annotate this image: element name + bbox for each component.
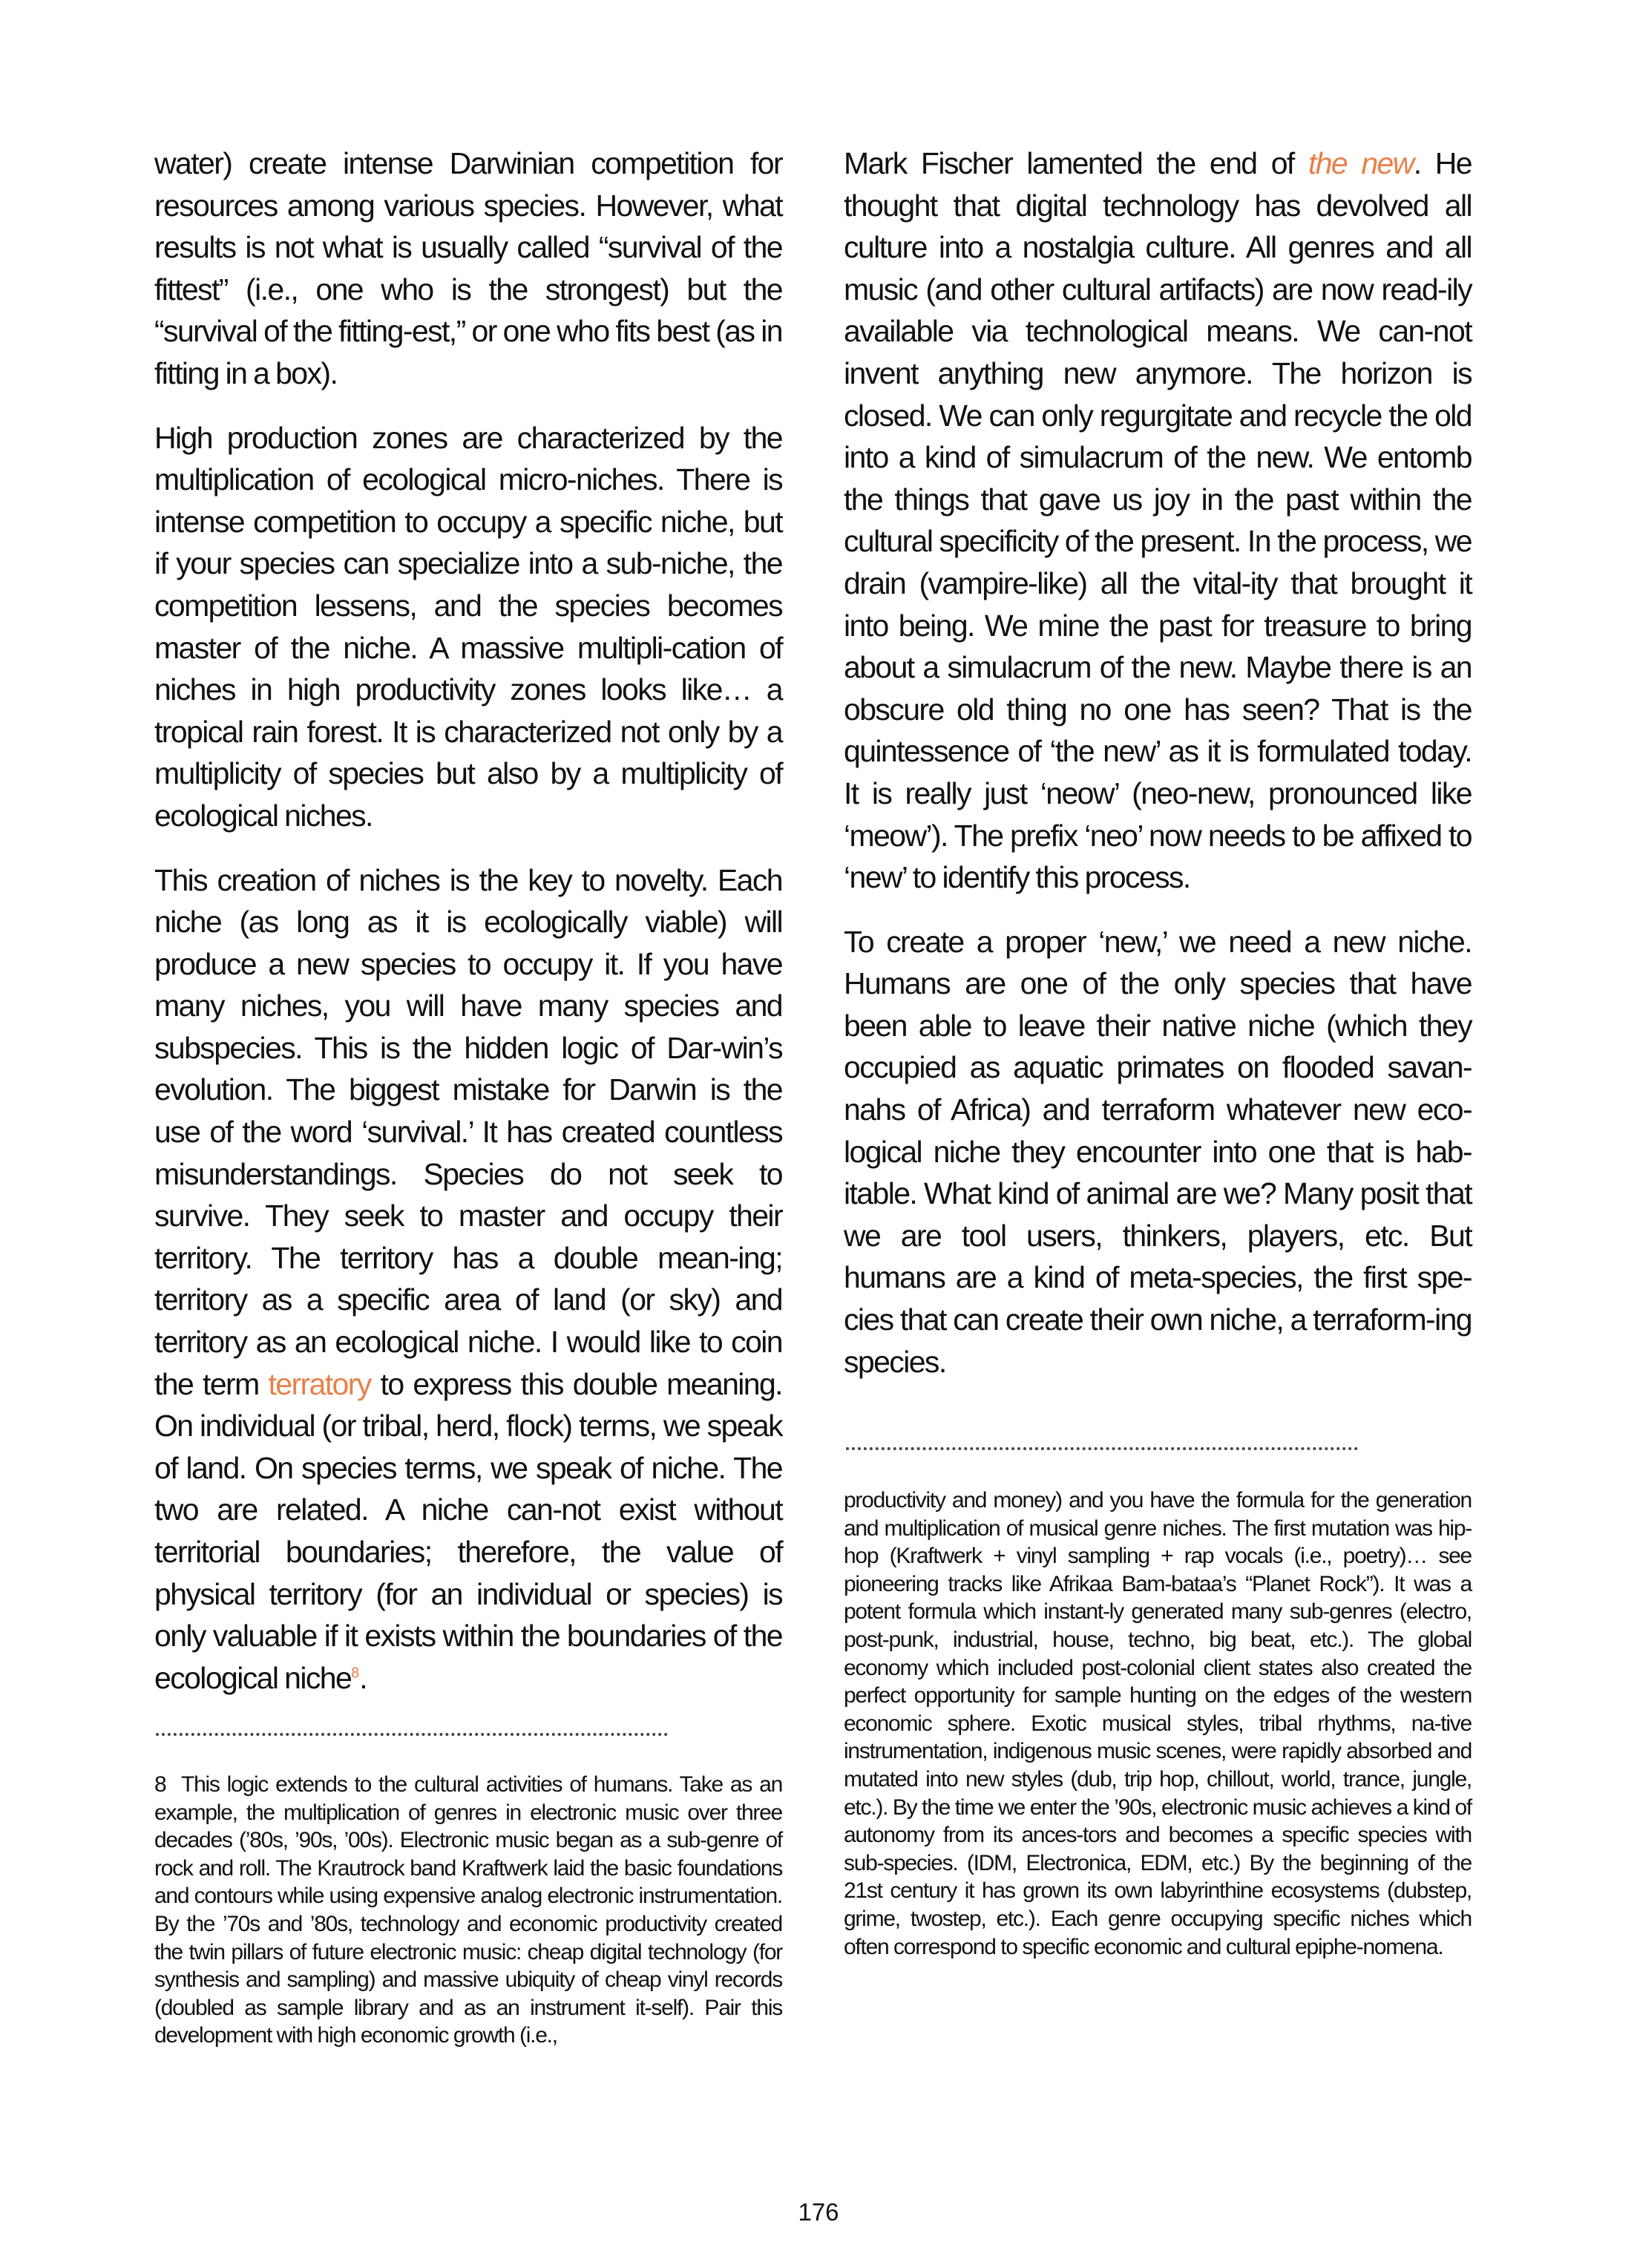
body-text: Mark Fischer lamented the end of	[844, 146, 1308, 180]
highlight-term-the-new: the new	[1308, 146, 1414, 180]
body-paragraph: To create a proper ‘new,’ we need a new niche. Humans are one of the only species that have been able to leave their native niche (which they occupied as aquatic primates on flooded savan-nahs of Africa) and terraform whatever new eco-logical niche they encounter into one that is hab-itable. What kind of animal are we? Many posit that we are tool users, thinkers, players, etc. But humans are a kind of meta-species, the first spe-cies that can create their own niche, a terraform-ing species.	[844, 924, 1472, 1379]
footnote-divider	[156, 1733, 668, 1736]
footnote-reference[interactable]: 8	[351, 1665, 360, 1682]
body-text: This creation of niches is the key to novelty. Each niche (as long as it is ecologically viable) will produce a new species to occupy it. If you have many niches, you will have many species and subspecies. This is the hidden logic of Dar-win’s evolution. The biggest mistake for Darwin is the use of the word ‘survival.’ It has created countless misunderstandings. Species do not seek to survive. They seek to master and occupy their territory. The territory has a double mean-ing; territory as a specific area of land (or sky) and territory as an ecological niche. I would like to coin the term	[154, 862, 782, 1401]
body-paragraph	[154, 859, 782, 1700]
footnote-divider	[846, 1447, 1358, 1450]
body-text: . He thought that digital technology has devolved all culture into a nostalgia culture. All genres and all music (and other cultural artifacts) are now read-ily available via technological means. We can-not invent anything new anymore. The horizon is closed. We can only regurgitate and recycle the old into a kind of simulacrum of the new. We entomb the things that gave us joy in the past within the cultural specificity of the present. In the process, we drain (vampire-like) all the vital-ity that brought it into being. We mine the past for treasure to bring about a simulacrum of the new. Maybe there is an obscure old thing no one has seen? That is the quintessence of ‘the new’ as it is formulated today. It is really just ‘neow’ (neo-new, pronounced like ‘meow’). The prefix ‘neo’ now needs to be affixed to ‘new’ to identify this process.	[844, 146, 1472, 895]
footnote-text: productivity and money) and you have the formula for the generation and multiplication of musical genre niches. The first mutation was hip-hop (Kraftwerk + vinyl sampling + rap vocals (i.e., poetry)… see pioneering tracks like Afrikaa Bam-bataa’s “Planet Rock”). It was a potent formula which instant-ly generated many sub-genres (electro, post-punk, industrial, house, techno, big beat, etc.). The global economy which included post-colonial client states also created the perfect opportunity for sample hunting on the edges of the western economic sphere. Exotic musical styles, tribal rhythms, na-tive instrumentation, indigenous music scenes, were rapidly absorbed and mutated into new styles (dub, trip hop, chillout, world, trance, jungle, etc.). By the time we enter the ’90s, electronic music achieves a kind of autonomy from its ances-tors and becomes a specific species with sub-species. (IDM, Electronica, EDM, etc.) By the beginning of the 21st century it has grown its own labyrinthine ecosystems (dubstep, grime, twostep, etc.). Each genre occupying specific niches which often correspond to specific economic and cultural epiphe-nomena.	[844, 1488, 1472, 1959]
footnote-continuation	[844, 1487, 1472, 1961]
footnote-text: This logic extends to the cultural activities of humans. Take as an example, the multiplication of genres in electronic music over three decades (’80s, ’90s, ’00s). Electronic music began as a sub-genre of rock and roll. The Krautrock band Kraftwerk laid the basic foundations and contours while using expensive analog electronic instrumentation. By the ’70s and ’80s, technology and economic productivity created the twin pillars of future electronic music: cheap digital technology (for synthesis and sampling) and massive ubiquity of cheap vinyl records (doubled as sample library and as an instrument it-self). Pair this development with high economic growth (i.e.,	[154, 1772, 782, 2048]
body-paragraph: water) create intense Darwinian competition for resources among various species. However, what results is not what is usually called “survival of the fittest” (i.e., one who is the strongest) but the “survival of the fitting-est,” or one who fits best (as in fitting in a box).	[154, 146, 782, 390]
body-text: to express this double meaning. On individual (or tribal, herd, flock) terms, we speak of land. On species terms, we speak of niche. The two are related. A niche can-not exist without territorial boundaries; therefore, the value of physical territory (for an individual or species) is only valuable if it exists within the boundaries of the ecological niche	[154, 1366, 782, 1695]
body-text: .	[359, 1660, 367, 1695]
page-number: 176	[798, 2198, 839, 2226]
left-column	[154, 142, 782, 1721]
footnote-section	[154, 1771, 782, 2050]
right-column	[844, 142, 1472, 1405]
footnote	[154, 1771, 782, 2050]
highlight-term-terratory: terratory	[268, 1366, 371, 1401]
body-paragraph: High production zones are characterized by the multiplication of ecological micro-niches. There is intense competition to occupy a specific niche, but if your species can specialize into a sub-niche, the competition lessens, and the species becomes master of the niche. A massive multipli-cation of niches in high productivity zones looks like… a tropical rain forest. It is characterized not only by a multiplicity of species but also by a multiplicity of ecological niches.	[154, 420, 782, 833]
footnote-number: 8	[154, 1772, 166, 1797]
body-paragraph	[844, 142, 1472, 899]
